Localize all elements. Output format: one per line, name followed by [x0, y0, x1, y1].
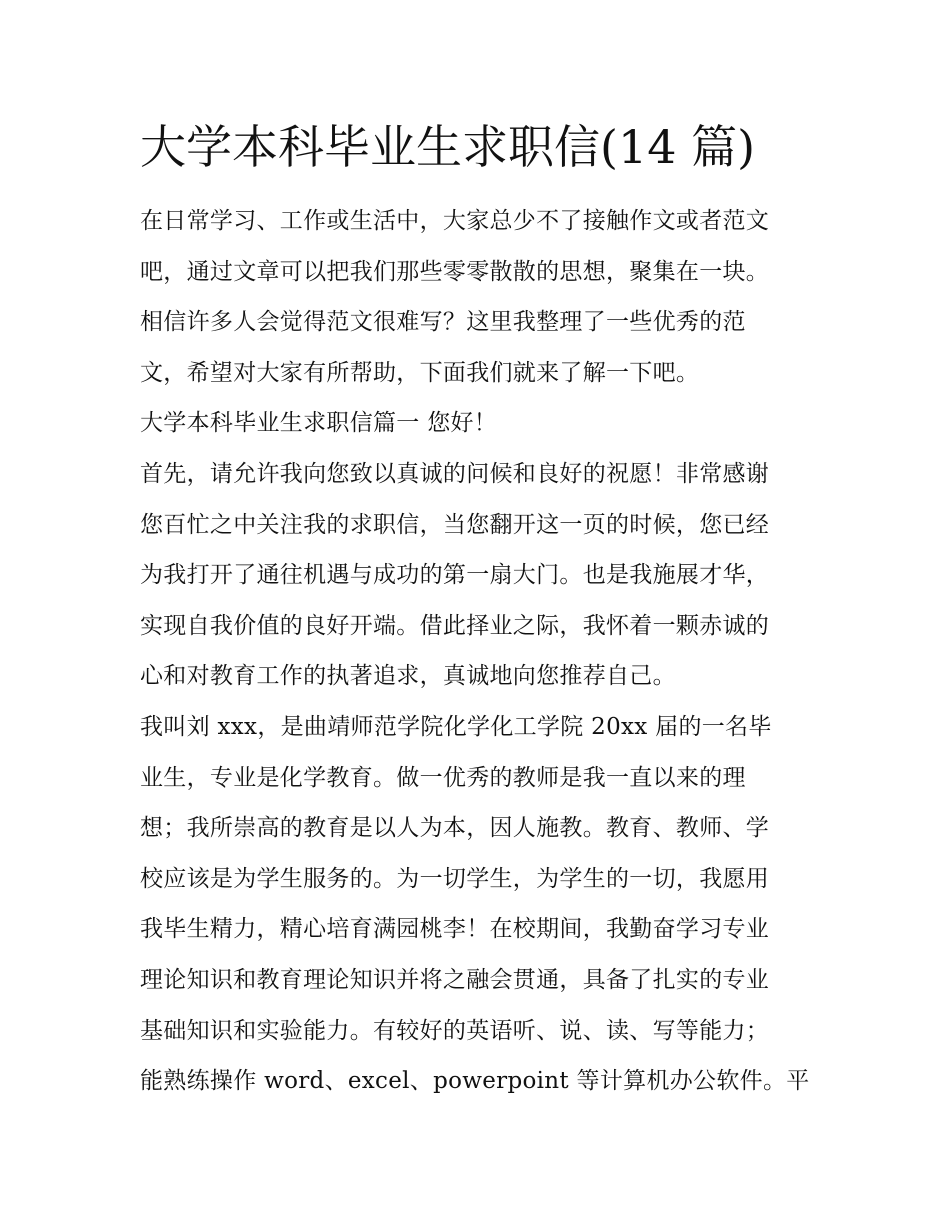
- paragraph-line: 能熟练操作 word、excel、powerpoint 等计算机办公软件。平: [140, 1068, 810, 1095]
- section-heading-line: 大学本科毕业生求职信篇一 您好！: [140, 410, 498, 437]
- paragraph-line: 在日常学习、工作或生活中，大家总少不了接触作文或者范文: [140, 208, 770, 234]
- paragraph-line: 您百忙之中关注我的求职信，当您翻开这一页的时候，您已经: [140, 511, 770, 538]
- document-body: [140, 196, 812, 1107]
- paragraph-line: 校应该是为学生服务的。为一切学生，为学生的一切，我愿用: [140, 865, 770, 892]
- document-title: 大学本科毕业生求职信(14 篇): [140, 120, 756, 174]
- paragraph-line: 业生，专业是化学教育。做一优秀的教师是我一直以来的理: [140, 764, 746, 791]
- paragraph-line: 我叫刘 xxx，是曲靖师范学院化学化工学院 20xx 届的一名毕: [140, 713, 772, 740]
- paragraph-line: 心和对教育工作的执著追求，真诚地向您推荐自己。: [140, 663, 676, 690]
- paragraph-line: 首先，请允许我向您致以真诚的问候和良好的祝愿！非常感谢: [140, 460, 770, 487]
- paragraph-line: 我毕生精力，精心培育满园桃李！在校期间，我勤奋学习专业: [140, 916, 770, 943]
- paragraph-line: 为我打开了通往机遇与成功的第一扇大门。也是我施展才华，: [140, 562, 770, 589]
- paragraph-line: 想；我所崇高的教育是以人为本，因人施教。教育、教师、学: [140, 815, 770, 842]
- paragraph-line: 相信许多人会觉得范文很难写？这里我整理了一些优秀的范: [140, 309, 746, 336]
- paragraph-line: 基础知识和实验能力。有较好的英语听、说、读、写等能力；: [140, 1017, 770, 1044]
- paragraph-line: 实现自我价值的良好开端。借此择业之际，我怀着一颗赤诚的: [140, 612, 770, 639]
- paragraph-line: 吧，通过文章可以把我们那些零零散散的思想，聚集在一块。: [140, 258, 770, 285]
- paragraph-line: 理论知识和教育理论知识并将之融会贯通，具备了扎实的专业: [140, 966, 770, 993]
- paragraph-line: 文，希望对大家有所帮助，下面我们就来了解一下吧。: [140, 359, 700, 386]
